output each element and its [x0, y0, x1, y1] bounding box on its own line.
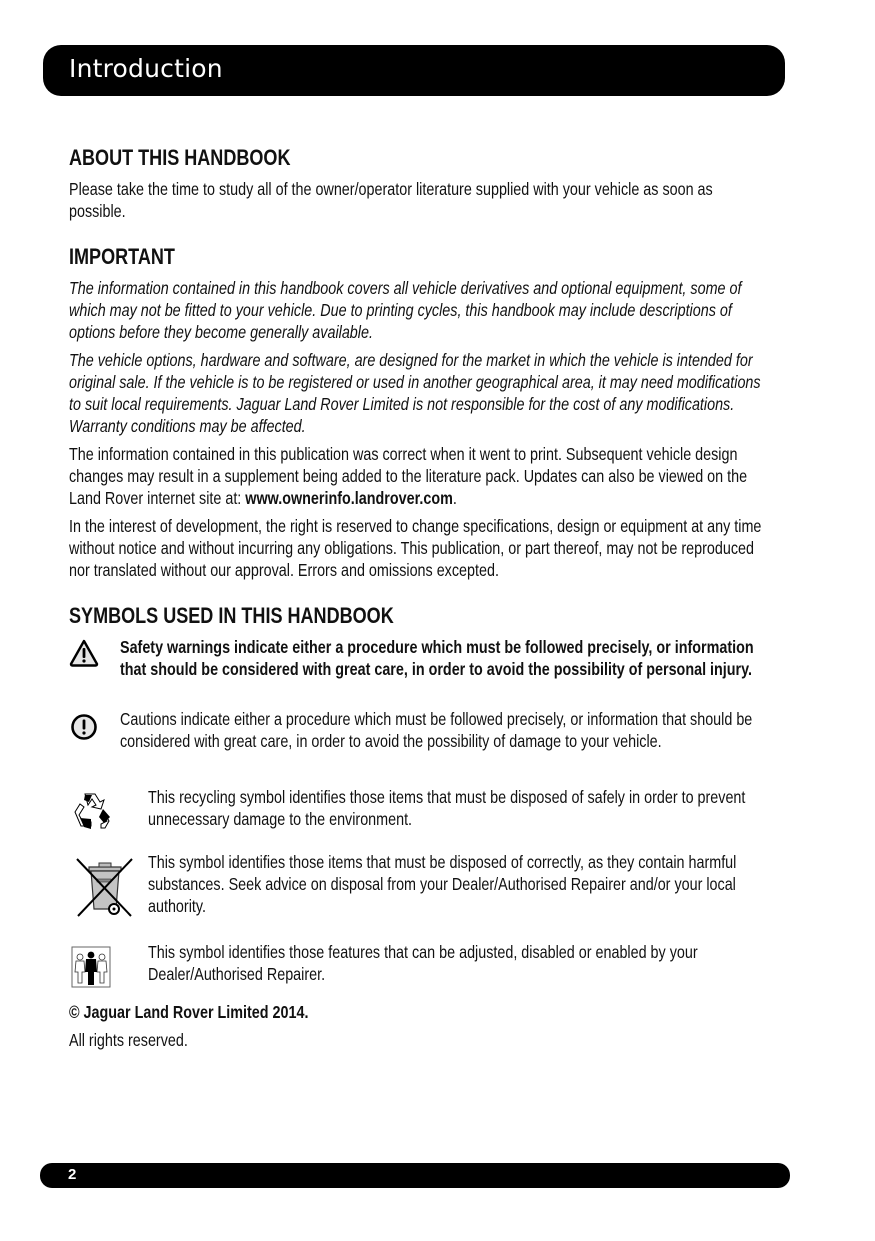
- caution-circle-icon: [70, 713, 98, 741]
- info-paragraph-suffix: .: [452, 488, 457, 508]
- heading-about: ABOUT THIS HANDBOOK: [69, 145, 291, 170]
- owner-info-link[interactable]: www.ownerinfo.landrover.com: [245, 488, 453, 508]
- heading-symbols: SYMBOLS USED IN THIS HANDBOOK: [69, 603, 394, 628]
- important-italic-paragraph-1: The information contained in this handbook covers all vehicle derivatives and optional equipment, some of which may not be fitted to your vehicle. Due to printing cycles, this handbook may include descriptions of options before they become generally available.: [69, 278, 742, 342]
- chapter-header-bar: [43, 45, 785, 96]
- info-paragraph-text: The information contained in this publication was correct when it went to print. Subsequent vehicle design changes may result in a supplement being added to the literature pack. Updates can also be viewed on the Land Rover internet site at:: [69, 444, 748, 508]
- recycling-icon: [71, 790, 113, 832]
- symbol-crossed-bin-text: This symbol identifies those items that must be disposed of correctly, as they contain harmful substances. Seek advice on disposal from your Dealer/Authorised Repairer and/or your local authority.: [148, 852, 737, 916]
- symbol-warning-text: Safety warnings indicate either a procedure which must be followed precisely, or information that should be considered with great care, in order to avoid the possibility of personal injury.: [120, 637, 754, 679]
- heading-important: IMPORTANT: [69, 244, 175, 269]
- footer-bar: [40, 1163, 790, 1188]
- info-paragraph: [69, 443, 768, 509]
- symbol-caution-text: Cautions indicate either a procedure which must be followed precisely, or information that should be considered with great care, in order to avoid the possibility of damage to your vehicle.: [120, 709, 753, 751]
- page-number: 2: [68, 1166, 77, 1183]
- important-italic-paragraph-2: The vehicle options, hardware and software, are designed for the market in which the vehicle is intended for original sale. If the vehicle is to be registered or used in another geographical area, it may need modifications to suit local requirements. Jaguar Land Rover Limited is not responsible for the cost of any modifications. Warranty conditions may be affected.: [69, 350, 761, 436]
- copyright-line: © Jaguar Land Rover Limited 2014.: [69, 1002, 309, 1022]
- symbol-recycling-text: This recycling symbol identifies those items that must be disposed of safely in order to prevent unnecessary damage to the environment.: [148, 787, 746, 829]
- dealer-people-icon: [71, 946, 111, 988]
- chapter-title: Introduction: [69, 54, 223, 83]
- crossed-bin-icon: [75, 857, 135, 919]
- warning-triangle-icon: [69, 639, 99, 667]
- rights-reserved: All rights reserved.: [69, 1030, 188, 1050]
- symbol-dealer-feature-text: This symbol identifies those features that can be adjusted, disabled or enabled by your Dealer/Authorised Repairer.: [148, 942, 698, 984]
- about-paragraph: Please take the time to study all of the owner/operator literature supplied with your vehicle as soon as possible.: [69, 179, 713, 221]
- development-paragraph: In the interest of development, the right is reserved to change specifications, design or equipment at any time without notice and without incurring any obligations. This publication, or part thereof, may not be reproduced nor translated without our approval. Errors and omissions excepted.: [69, 516, 762, 580]
